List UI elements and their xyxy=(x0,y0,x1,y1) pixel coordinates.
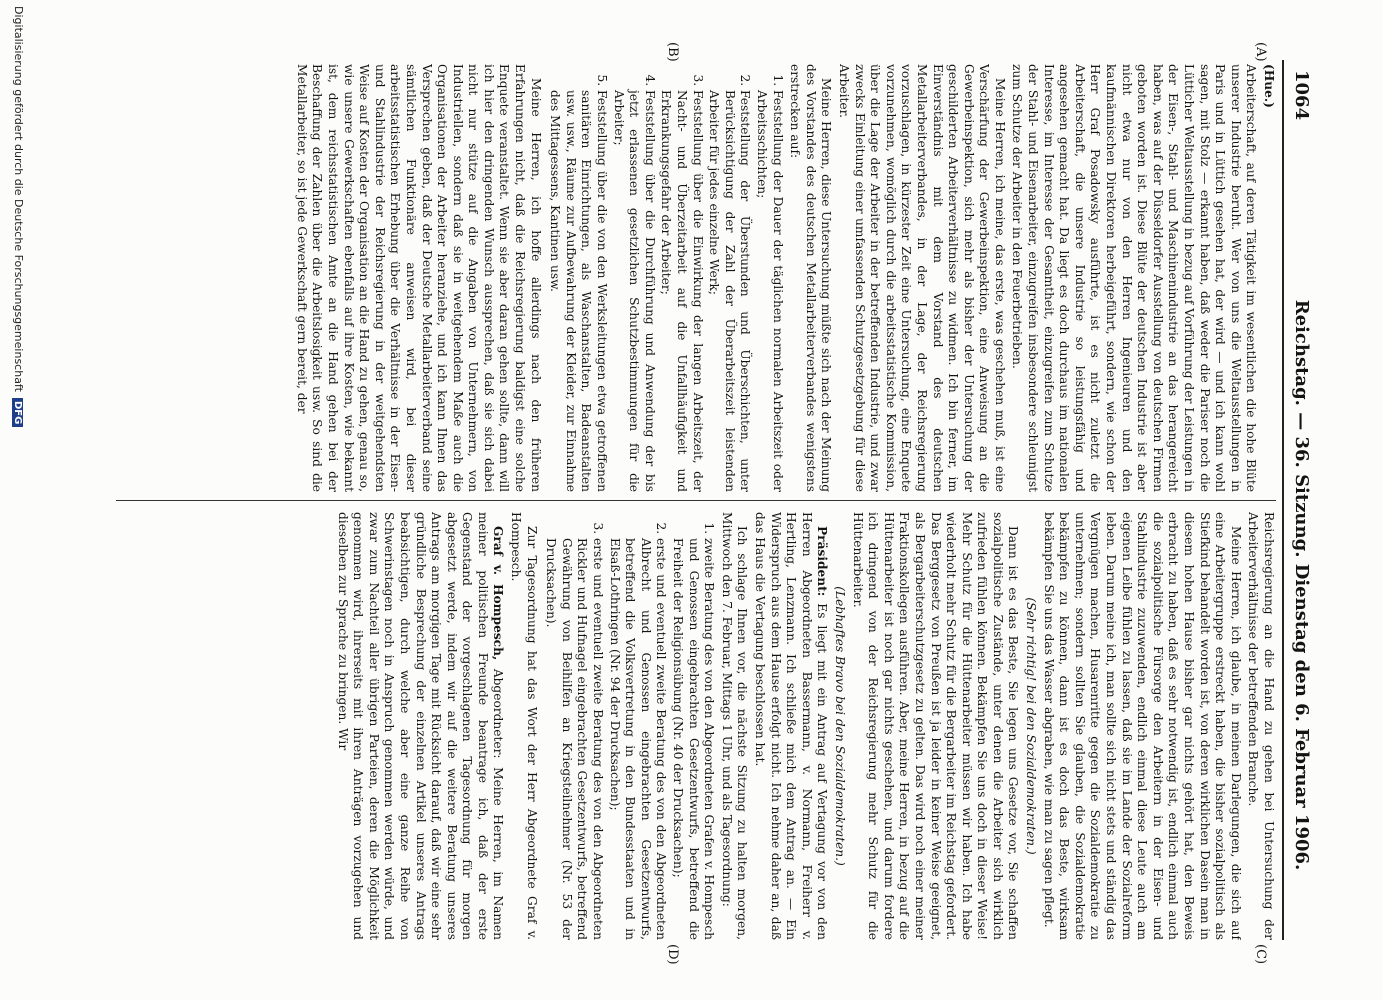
digitization-footer xyxy=(12,6,25,427)
hompesch-text: Abgeordneter: Meine Herren, im Namen meiner politischen Freunde beantrage ich, daß der erste Gegenstand der vorgeschlagenen Tagesordnung für morgen abgesetzt werde, indem wir auf die weitere Beratung unseres Antrags am morgigen Tage mit Rücksicht darauf, daß wir eine sehr gründliche Besprechung der einzelnen Artikel unseres Antrags beabsichtigen, durch welche aber eine ganze Reihe von Schwerinstagen noch in Anspruch genommen werden würde, und zwar zum Nachteil aller übrigen Parteien, deren die Möglichkeit genommen wird, ihrerseits mit ihren Anträgen vorzugehen und dieselben zur Sprache zu bringen. Wir xyxy=(335,512,506,940)
president-statement xyxy=(751,512,829,940)
column-separator xyxy=(116,500,1276,501)
hompesch-statement xyxy=(334,512,506,940)
agenda-item: 3. erste und eventuell zweite Beratung des von den Abgeordneten Rickler und Hufnagel eingebrachten Gesetzentwurfs, betreffend Gewährung von Beihilfen an Kriegsteilnehmer (Nr. 53 der Drucksachen). xyxy=(543,538,605,940)
floor-line: Zur Tagesordnung hat das Wort der Herr Abgeordnete Graf v. Hompesch. xyxy=(509,512,539,940)
margin-mark-c: (C) xyxy=(1253,944,1268,965)
right-paragraph: Dann ist es das Beste, Sie legen uns Gesetze vor, Sie schaffen sozialpolitische Zustände, unter denen die Arbeiter sich wirklich zufrieden fühlen können. Bekämpfen Sie uns doch in dieser Weise! Mehr Schutz für die Hüttenarbeiter müssen wir haben. Ich habe wiederholt mehr Schutz für die Bergarbeiter im Reichstag gefordert. Das Berggesetz von Preußen ist ja leider in keiner Weise geeignet, als Bergarbeiterschutzgesetz zu gelten. Das wird noch einer meiner Fraktionskollegen ausführen. Aber, meine Herren, in bezug auf die Hüttenarbeiter ist noch gar nichts geschehen, und darum fordere ich dringend von der Reichsregierung mehr Schutz für die Hüttenarbeiter. xyxy=(850,512,1021,940)
dfg-logo-icon: DFG xyxy=(12,398,23,427)
list-item: 1. Feststellung der Dauer der täglichen normalen Arbeitszeit oder Arbeitsschichten; xyxy=(753,90,784,492)
investigation-list xyxy=(547,64,785,492)
hompesch-label: Graf v. Hompesch, xyxy=(491,526,506,661)
left-paragraph: Meine Herren, diese Untersuchung müßte sich nach der Meinung des Vorstandes des deutschen Metallarbeiterverbandes wenigstens erstrecken auf: xyxy=(788,64,834,492)
speaker-tag: (Hue.) xyxy=(1262,64,1276,108)
interjection: (Lebhaftes Bravo bei den Sozialdemokraten.) xyxy=(832,586,847,866)
right-paragraph: Meine Herren, ich glaube, in meinen Darlegungen, die sich auf eine Arbeitergruppe erstreckt haben, die bisher sozialpolitisch als Stiefkind behandelt worden ist, von deren wirklichen Dasein man in diesem hohen Hause bisher gar nichts gehört hat, den Beweis erbracht zu haben, daß es sehr notwendig ist, endlich einmal auch die sozialpolitische Fürsorge den Arbeitern in der Eisen- und Stahlindustrie zuzuwenden, endlich einmal diese Leute auch am eigenen Leibe fühlen zu lassen, daß sie im Lande der Sozialreform leben. Darum meine ich, man sollte sich nicht stets und ständig das Vergnügen machen, Husarenritte gegen die Sozialdemokratie zu unternehmen; sondern sollten Sie glauben, die Sozialdemokratie bekämpfen zu können, dann ist es doch das Beste, wirksam bekämpfen Sie uns das Wasser abgraben, wie man zu sagen pflegt. xyxy=(1041,512,1243,940)
margin-mark-a: (A) xyxy=(1253,42,1268,62)
page-number: 1064 xyxy=(1291,70,1312,121)
interjection: (Sehr richtig! bei den Sozialdemokraten.) xyxy=(1024,597,1039,855)
agenda-list xyxy=(543,512,717,940)
agenda-item: 1. zweite Beratung des von den Abgeordneten Grafen v. Hompesch und Genossen eingebrachten Gesetzentwurfs, betreffend die Freiheit der Religionsübung (Nr. 40 der Drucksachen); xyxy=(669,538,716,940)
list-item: 4. Feststellung über die Durchführung und Anwendung der bis jetzt erlassenen gesetzlichen Schutzbestimmungen für die Arbeiter; xyxy=(610,90,657,492)
agenda-item: 2. erste und eventuell zweite Beratung des von den Abgeordneten Albrecht und Genossen eingebrachten Gesetzentwurfs, betreffend die Volksvertretung in den Bundesstaaten und in Elsaß-Lothringen (Nr. 94 der Drucksachen); xyxy=(606,538,668,940)
right-paragraph: Reichsregierung an die Hand zu gehen bei Untersuchung der Arbeiterverhältnisse der betreffenden Branche. xyxy=(1246,512,1276,940)
list-item: 3. Feststellung über die Einwirkung der langen Arbeitszeit, der Nacht- und Überzeitarbeit auf die Unfallhäufigkeit und Erkrankungsgefahr der Arbeiter; xyxy=(658,90,705,492)
president-label: Präsident: xyxy=(815,526,830,597)
margin-mark-d: (D) xyxy=(665,944,680,965)
margin-mark-b: (B) xyxy=(665,42,680,62)
list-item: 5. Feststellung über die von den Werksleitungen etwa getroffenen sanitären Einrichtungen, als Waschanstalten, Badeanstalten usw. usw., Räume zur Aufbewahrung der Kleider, zur Einnahme des Mittagessens, Kantinen usw. xyxy=(547,90,609,492)
footer-credit: Digitalisierung gefördert durch die Deutsche Forschungsgemeinschaft xyxy=(12,6,25,392)
agenda-proposal: Ich schlage Ihnen vor, die nächste Sitzung zu halten morgen, Mittwoch den 7. Februar, Mittags 1 Uhr, und als Tagesordnung: xyxy=(719,512,750,940)
page-header xyxy=(1288,70,1312,950)
left-paragraph: Meine Herren, ich hoffe allerdings nach den früheren Erfahrungen nicht, daß die Reichsregierung baldigst eine solche Enquete veranstaltet. Wenn sie aber daran gehen sollte, dann will ich hier den dringenden Wunsch aussprechen, daß sie sich dabei nicht nur stütze auf die Angaben von Unternehmern, von Industriellen, sondern daß sie in weitgehendem Maße auch die Organisationen der Arbeiter heranziehe, und ich kann Ihnen das Versprechen geben, daß der Deutsche Metallarbeiterverband seine sämtlichen Funktionäre anweisen wird, bei dieser arbeitsstatistischen Erhebung über die Verhältnisse in der Eisen- und Stahlindustrie der Reichsregierung in der weitgehendsten Weise auf Kosten der Organisation an die Hand zu gehen, genau so, wie unsere Gewerkschaften ebenfalls auf ihre Kosten, wie bekannt ist, dem reichsstatistischen Amte an die Hand gehen bei der Beschaffung der Zahlen über die Arbeitslosigkeit usw. So sind die Metallarbeiter, so ist jede Gewerkschaft gern bereit, der xyxy=(294,64,543,492)
right-column xyxy=(136,512,1276,940)
header-rule xyxy=(1282,60,1284,940)
list-item: 2. Feststellung der Überstunden und Überschichten, unter Berücksichtigung der Zahl der Überarbeitszeit leistenden Arbeiter für jedes einzelne Werk; xyxy=(706,90,753,492)
running-title: Reichstag. — 36. Sitzung. Dienstag den 6. Februar 1906. xyxy=(1291,299,1312,871)
left-paragraph: Arbeiterschaft, auf deren Tätigkeit im wesentlichen die hohe Blüte unserer Industrie beruht. Wer von uns die Weltausstellungen in Paris und in Lüttich gesehen hat, der wird — und ich kann wohl sagen, mit Stolz — erkannt haben, daß weder die Pariser noch die Lütticher Weltausstellung in bezug auf Vorführung der Leistungen in der Eisen-, Stahl- und Maschinenindustrie an das herangereicht haben, was auf der Düsseldorfer Ausstellung von deutschen Firmen geboten worden ist. Diese Blüte der deutschen Industrie ist aber nicht etwa nur von den Herren Ingenieuren und den kaufmännischen Direktoren herbeigeführt, sondern, wie schon der Herr Graf Posadowsky ausführte, ist es nicht zuletzt die Arbeiterschaft, die unsere Industrie so leistungsfähig und angesehen gemacht hat. Da liegt es doch durchaus im nationalen Interesse, im Interesse der Gesamtheit, einzugreifen zum Schutze der Stahl- und Eisenarbeiter, einzugreifen insbesondere schleunigst zum Schutze der Arbeiter in den Feuerbetrieben. xyxy=(1010,64,1259,492)
left-column xyxy=(136,64,1276,492)
left-paragraph: Meine Herren, ich meine, das erste, was geschehen muß, ist eine Verschärfung der Gewerbeinspektion, eine Anweisung an die Gewerbeinspektion, sich mehr als bisher der Untersuchung der geschilderten Arbeiterverhältnisse zu widmen. Ich bin ferner, im Einverständnis mit dem Vorstand des deutschen Metallarbeiterverbandes, in der Lage, der Reichsregierung vorzuschlagen, in kürzester Zeit eine Untersuchung, eine Enquete vorzunehmen, womöglich durch die arbeitsstatistische Kommission, über die Lage der Arbeiter in der betreffenden Industrie, und zwar zwecks Einleitung einer umfassenden Schutzgesetzgebung für diese Arbeiter. xyxy=(836,64,1007,492)
president-text: Es liegt mit ein Antrag auf Vertagung vor von den Herren Abgeordneten Bassermann, v. Normann, Freiherr v. Hertling, Lenzmann. Ich schließe mich dem Antrag an. — Ein Widerspruch aus dem Hause erfolgt nicht. Ich nehme daher an, daß das Haus die Vertagung beschlossen hat. xyxy=(753,512,830,940)
